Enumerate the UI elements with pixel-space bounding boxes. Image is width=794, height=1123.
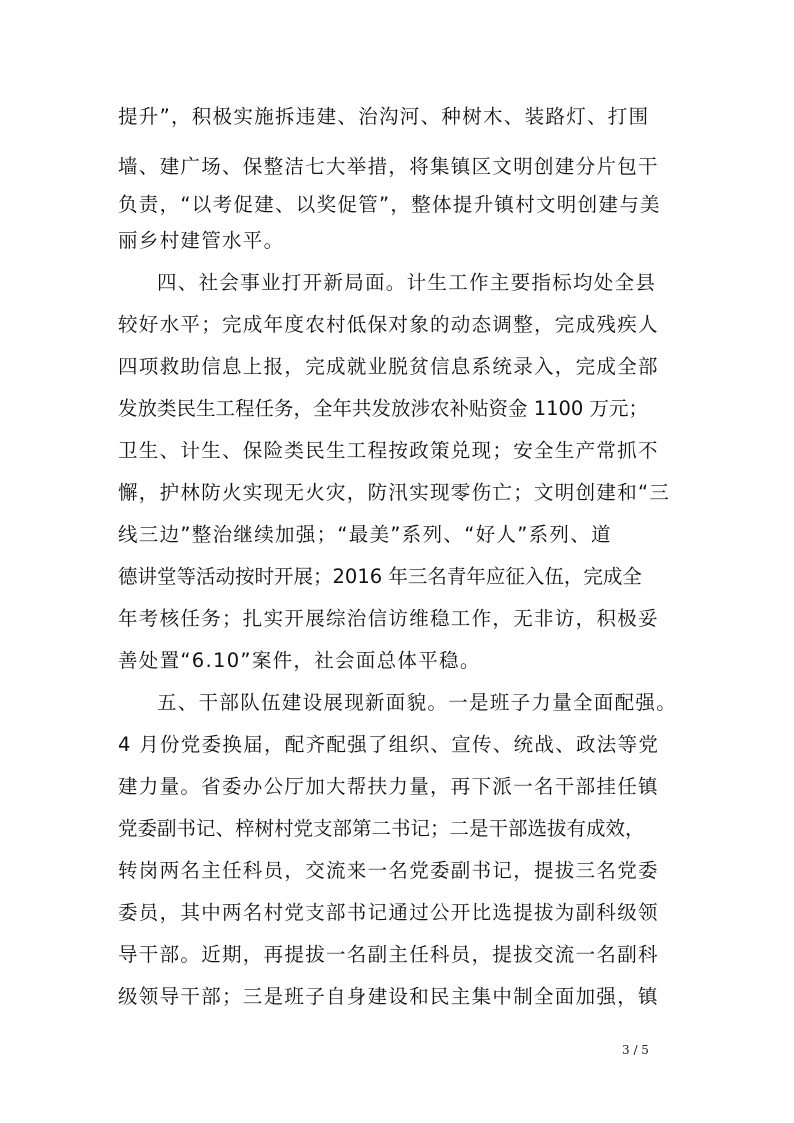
text-line: 党委副书记、梓树村党支部第二书记；二是干部选拔有成效， bbox=[118, 817, 645, 840]
page-number: 3 / 5 bbox=[622, 1043, 649, 1057]
text-line: 委员，其中两名村党支部书记通过公开比选提拔为副科级领 bbox=[118, 901, 659, 924]
text-line: 建力量。省委办公厅加大帮扶力量，再下派一名干部挂任镇 bbox=[118, 775, 659, 798]
text-line: 善处置“6.10”案件，社会面总体平稳。 bbox=[118, 649, 481, 672]
text-line: 4 月份党委换届，配齐配强了组织、宣传、统战、政法等党 bbox=[118, 733, 660, 756]
text-line: 负责，“以考促建、以奖促管”，整体提升镇村文明创建与美 bbox=[118, 193, 661, 216]
text-line: 导干部。近期，再提拔一名副主任科员，提拔交流一名副科 bbox=[118, 943, 659, 966]
text-line: 德讲堂等活动按时开展；2016 年三名青年应征入伍，完成全 bbox=[118, 565, 642, 588]
paragraph-first-line: 五、干部队伍建设展现新面貌。一是班子力量全面配强。 bbox=[157, 691, 678, 714]
text-line: 线三边”整治继续加强；“最美”系列、“好人”系列、道 bbox=[118, 523, 612, 546]
text-line: 四项救助信息上报，完成就业脱贫信息系统录入，完成全部 bbox=[118, 355, 659, 378]
text-line: 懈，护林防火实现无火灾，防汛实现零伤亡；文明创建和“三 bbox=[118, 481, 671, 504]
text-line: 较好水平；完成年度农村低保对象的动态调整，完成残疾人 bbox=[118, 313, 659, 336]
text-line: 提升”，积极实施拆违建、治沟河、种树木、装路灯、打围 bbox=[118, 105, 650, 128]
text-line: 卫生、计生、保险类民生工程按政策兑现；安全生产常抓不 bbox=[118, 439, 659, 462]
text-line: 级领导干部；三是班子自身建设和民主集中制全面加强，镇 bbox=[118, 985, 659, 1008]
text-line: 丽乡村建管水平。 bbox=[118, 229, 285, 252]
text-line: 发放类民生工程任务，全年共发放涉农补贴资金 1100 万元； bbox=[118, 397, 649, 420]
text-line: 年考核任务；扎实开展综治信访维稳工作，无非访，积极妥 bbox=[118, 607, 659, 630]
paragraph-first-line: 四、社会事业打开新局面。计生工作主要指标均处全县 bbox=[157, 271, 657, 294]
text-line: 墙、建广场、保整洁七大举措，将集镇区文明创建分片包干 bbox=[118, 155, 659, 178]
text-line: 转岗两名主任科员，交流来一名党委副书记，提拔三名党委 bbox=[118, 859, 659, 882]
